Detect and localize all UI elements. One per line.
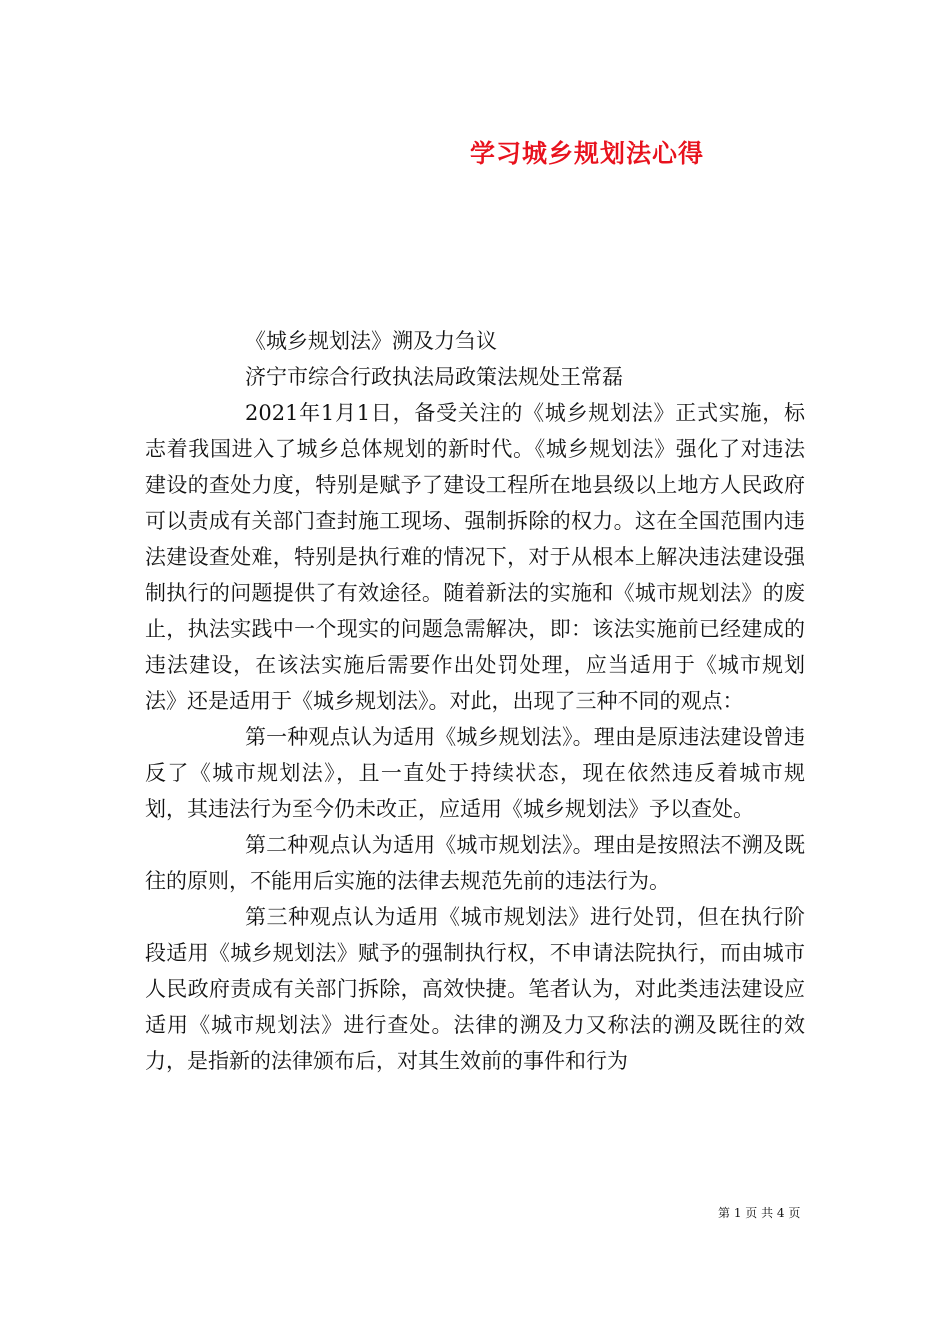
- document-body: [145, 323, 805, 1079]
- paragraph: 2021年1月1日，备受关注的《城乡规划法》正式实施，标志着我国进入了城乡总体规划的新时代。《城乡规划法》强化了对违法建设的查处力度，特别是赋予了建设工程所在地县级以上地方人民政府可以责成有关部门查封施工现场、强制拆除的权力。这在全国范围内违法建设查处难，特别是执行难的情况下，对于从根本上解决违法建设强制执行的问题提供了有效途径。随着新法的实施和《城市规划法》的废止，执法实践中一个现实的问题急需解决，即：该法实施前已经建成的违法建设，在该法实施后需要作出处罚处理，应当适用于《城市规划法》还是适用于《城乡规划法》。对此，出现了三种不同的观点：: [145, 401, 805, 713]
- page-number-footer: 第 1 页 共 4 页: [718, 1206, 801, 1220]
- article-heading: 《城乡规划法》溯及力刍议: [245, 329, 497, 353]
- paragraph: 第三种观点认为适用《城市规划法》进行处罚，但在执行阶段适用《城乡规划法》赋予的强制执行权，不申请法院执行，而由城市人民政府责成有关部门拆除，高效快捷。笔者认为，对此类违法建设应适用《城市规划法》进行查处。法律的溯及力又称法的溯及既往的效力，是指新的法律颁布后，对其生效前的事件和行为: [145, 905, 805, 1073]
- author-line: 济宁市综合行政执法局政策法规处王常磊: [245, 365, 623, 389]
- document-title: 学习城乡规划法心得: [470, 139, 705, 168]
- paragraph: 第二种观点认为适用《城市规划法》。理由是按照法不溯及既往的原则，不能用后实施的法律去规范先前的违法行为。: [145, 833, 805, 893]
- paragraph: 第一种观点认为适用《城乡规划法》。理由是原违法建设曾违反了《城市规划法》，且一直处于持续状态，现在依然违反着城市规划，其违法行为至今仍未改正，应适用《城乡规划法》予以查处。: [145, 725, 805, 821]
